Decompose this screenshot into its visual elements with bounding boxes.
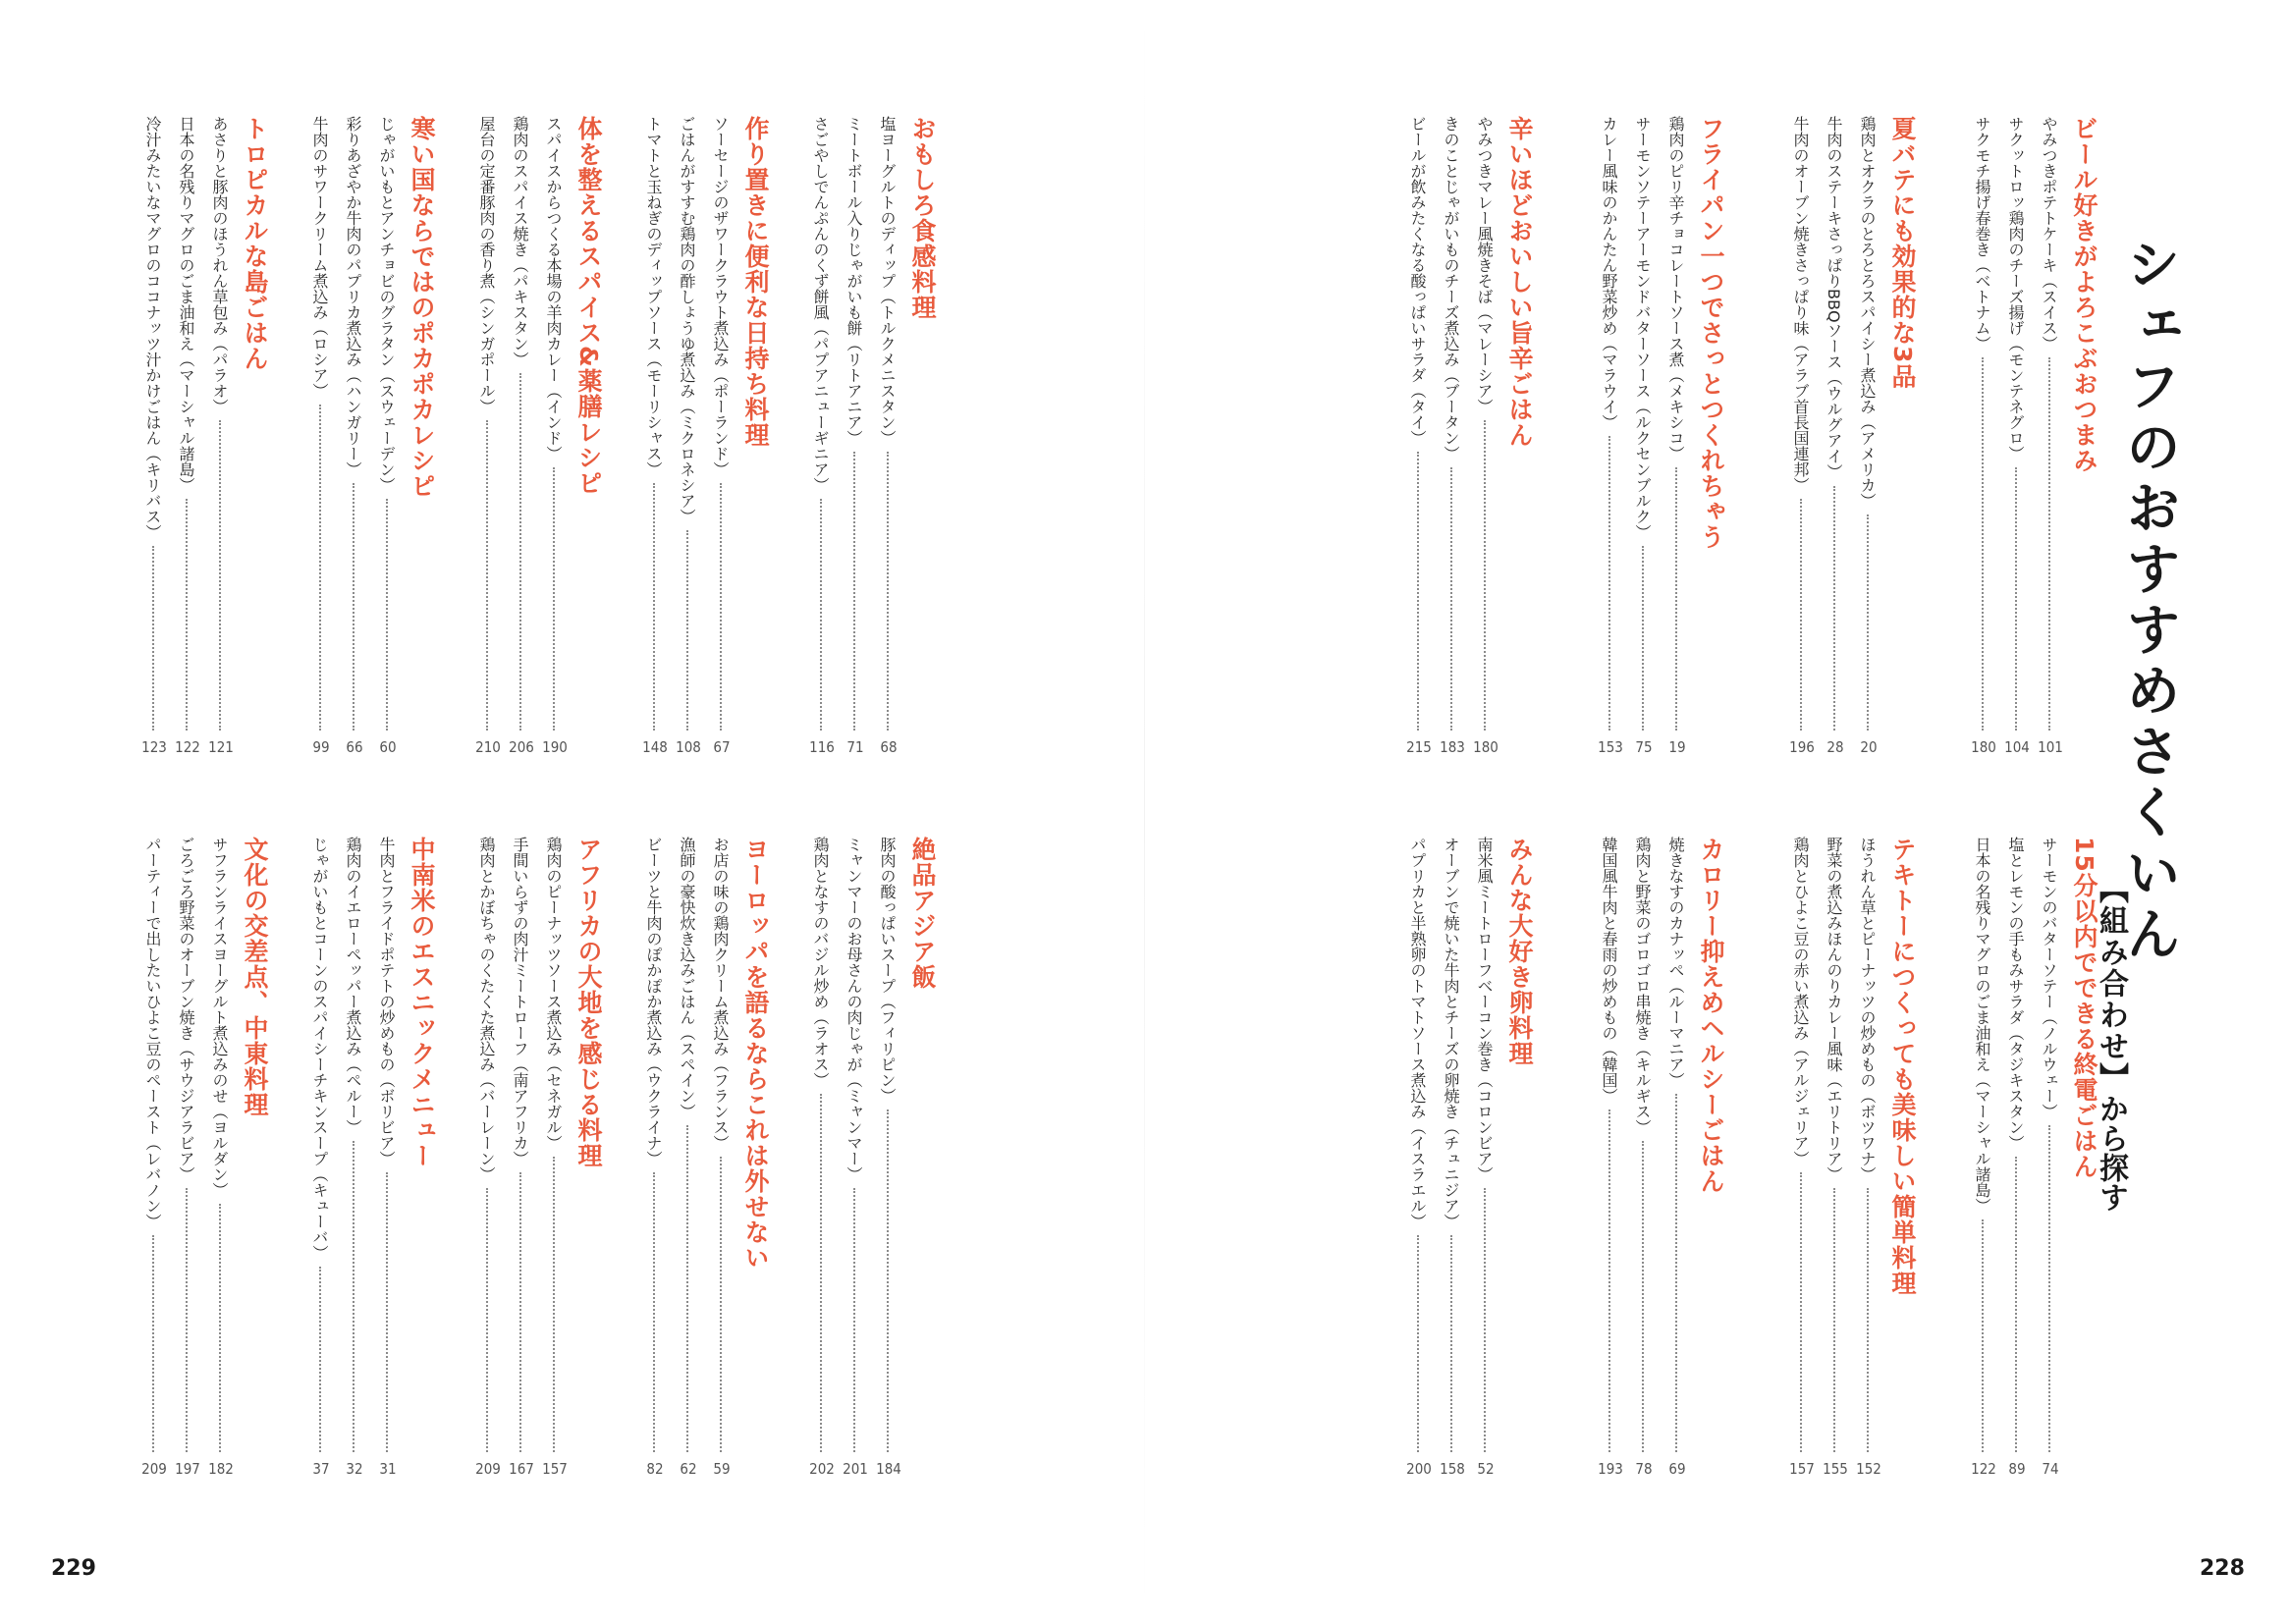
index-entry[interactable]	[640, 116, 670, 762]
index-entry[interactable]	[674, 837, 703, 1484]
entry-page-number: 193	[1598, 1460, 1623, 1478]
leader-dots	[1867, 514, 1869, 731]
entry-page-number: 28	[1826, 738, 1844, 756]
entry-page-number: 19	[1668, 738, 1686, 756]
entry-title: じゃがいもとコーンのスパイシーチキンスープ（キューバ）	[310, 837, 329, 1261]
entry-title: 牛肉のサワークリーム煮込み（ロシア）	[310, 116, 329, 399]
entry-title: やみつきポテトケーキ（スイス）	[2040, 116, 2058, 352]
leader-dots	[319, 1267, 321, 1452]
index-entry[interactable]	[173, 116, 202, 762]
entry-page-number: 202	[809, 1460, 835, 1478]
entry-title: 南米風ミートローフベーコン巻き（コロンビア）	[1475, 837, 1494, 1182]
leader-dots	[219, 420, 221, 731]
index-entry[interactable]	[707, 116, 736, 762]
leader-dots	[1800, 1172, 1802, 1452]
index-entry[interactable]	[306, 837, 336, 1484]
leader-dots	[386, 499, 388, 731]
index-entry[interactable]	[807, 837, 837, 1484]
entry-page-number: 148	[642, 738, 668, 756]
entry-page-number: 62	[680, 1460, 697, 1478]
index-entry[interactable]	[1629, 116, 1659, 762]
entry-page-number: 66	[346, 738, 363, 756]
page-number-left: 229	[51, 1556, 96, 1581]
entry-page-number: 37	[312, 1460, 330, 1478]
leader-dots	[720, 1157, 722, 1452]
entry-page-number: 183	[1440, 738, 1465, 756]
entry-title: 鶏肉とオクラのとろとろスパイシー煮込み（アメリカ）	[1858, 116, 1877, 509]
entry-title: 焼きなすのカナッペ（ルーマニア）	[1666, 837, 1685, 1088]
leader-dots	[720, 483, 722, 731]
entry-title: 鶏肉のピーナッツソース煮込み（セネガル）	[544, 837, 563, 1151]
leader-dots	[186, 499, 188, 731]
entry-title: ミートボール入りじゃがいも餅（リトアニア）	[845, 116, 863, 446]
index-entry[interactable]	[373, 837, 403, 1484]
entry-page-number: 108	[676, 738, 701, 756]
entry-page-number: 82	[646, 1460, 664, 1478]
index-entry[interactable]	[139, 116, 169, 762]
leader-dots	[553, 467, 555, 731]
leader-dots	[519, 373, 521, 731]
leader-dots	[2015, 1157, 2017, 1452]
entry-title: ソーセージのザワークラウト煮込み（ポーランド）	[711, 116, 730, 477]
entry-title: 韓国風牛肉と春雨の炒めもの（韓国）	[1600, 837, 1618, 1104]
index-entry[interactable]	[1662, 116, 1692, 762]
entry-title: サクモチ揚げ春巻き（ベトナム）	[1973, 116, 1991, 352]
entry-page-number: 60	[379, 738, 397, 756]
leader-dots	[1833, 486, 1835, 731]
index-entry[interactable]	[1854, 116, 1883, 762]
entry-page-number: 152	[1856, 1460, 1881, 1478]
entry-page-number: 155	[1823, 1460, 1848, 1478]
leader-dots	[1675, 467, 1677, 731]
leader-dots	[486, 420, 488, 731]
entry-title: パプリカと半熟卵のトマトソース煮込み（イスラエル）	[1408, 837, 1427, 1229]
leader-dots	[1675, 1094, 1677, 1452]
index-entry[interactable]	[1629, 837, 1659, 1484]
leader-dots	[186, 1188, 188, 1452]
entry-title: トマトと玉ねぎのディップソース（モーリシャス）	[644, 116, 663, 477]
entry-title: 屋台の定番豚肉の香り煮（シンガポール）	[477, 116, 496, 414]
index-entry[interactable]	[2002, 837, 2032, 1484]
index-entry[interactable]	[1438, 116, 1467, 762]
index-entry[interactable]	[874, 837, 903, 1484]
index-entry[interactable]	[1662, 837, 1692, 1484]
section-heading: 辛いほどおいしい旨辛ごはん	[1505, 116, 1534, 448]
entry-title: 牛肉とフライドポテトの炒めもの（ボリビア）	[377, 837, 396, 1166]
section-heading: 寒い国ならではのポカポカレシピ	[408, 116, 436, 499]
section-heading: ヨーロッパを語るならこれは外せない	[741, 837, 770, 1271]
section-heading: 中南米のエスニックメニュー	[408, 837, 436, 1168]
entry-page-number: 122	[175, 738, 200, 756]
leader-dots	[686, 530, 688, 731]
section-heading: フライパン一つでさっとつくれちゃう	[1697, 116, 1725, 550]
index-entry[interactable]	[841, 837, 870, 1484]
entry-page-number: 200	[1406, 1460, 1432, 1478]
entry-title: 鶏肉のピリ辛チョコレートソース煮（メキシコ）	[1666, 116, 1685, 461]
entry-title: オーブンで焼いた牛肉とチーズの卵焼き（チュニジア）	[1442, 837, 1460, 1229]
entry-title: ビールが飲みたくなる酸っぱいサラダ（タイ）	[1408, 116, 1427, 446]
section-heading: 作り置きに便利な日持ち料理	[741, 116, 770, 448]
index-entry[interactable]	[1596, 116, 1625, 762]
entry-title: 日本の名残りマグロのごま油和え（マーシャル諸島）	[177, 116, 195, 493]
section-heading: アフリカの大地を感じる料理	[574, 837, 603, 1168]
index-entry[interactable]	[640, 837, 670, 1484]
entry-title: あさりと豚肉のほうれん草包み（パラオ）	[210, 116, 229, 414]
leader-dots	[1800, 499, 1802, 731]
leader-dots	[653, 483, 655, 731]
entry-title: きのことじゃがいものチーズ煮込み（ブータン）	[1442, 116, 1460, 461]
entry-page-number: 32	[346, 1460, 363, 1478]
index-entry[interactable]	[1438, 837, 1467, 1484]
leader-dots	[1450, 1235, 1452, 1452]
entry-title: 鶏肉と野菜のゴロゴロ串焼き（キルギス）	[1633, 837, 1652, 1135]
entry-title: パーティーで出したいひよこ豆のペースト（レバノン）	[143, 837, 162, 1229]
index-entry[interactable]	[874, 116, 903, 762]
index-entry[interactable]	[2036, 837, 2065, 1484]
subtitle-bracket: 【組み合わせ】	[2094, 874, 2128, 1094]
leader-dots	[853, 452, 855, 731]
entry-page-number: 122	[1971, 1460, 1996, 1478]
index-entry[interactable]	[1854, 837, 1883, 1484]
entry-page-number: 121	[208, 738, 234, 756]
leader-dots	[1417, 1235, 1419, 1452]
entry-page-number: 116	[809, 738, 835, 756]
leader-dots	[353, 1141, 354, 1452]
entry-page-number: 67	[713, 738, 731, 756]
leader-dots	[486, 1188, 488, 1452]
subtitle-rest: から探す	[2094, 1094, 2128, 1212]
index-entry[interactable]	[1969, 837, 1998, 1484]
entry-title: ほうれん草とピーナッツの炒めもの（ボツワナ）	[1858, 837, 1877, 1182]
leader-dots	[887, 452, 889, 731]
index-entry[interactable]	[507, 837, 536, 1484]
leader-dots	[553, 1157, 555, 1452]
index-entry[interactable]	[1471, 837, 1500, 1484]
index-entry[interactable]	[473, 837, 503, 1484]
index-title: シェフのおすすめさくいん	[2117, 236, 2181, 966]
section-heading: 文化の交差点、中東料理	[241, 837, 269, 1117]
entry-title: 鶏肉のスパイス焼き（パキスタン）	[511, 116, 529, 367]
entry-title: スパイスからつくる本場の羊肉カレー（インド）	[544, 116, 563, 461]
leader-dots	[1608, 436, 1610, 731]
section-heading: トロピカルな島ごはん	[241, 116, 269, 371]
entry-title: カレー風味のかんたん野菜炒め（マラウイ）	[1600, 116, 1618, 430]
entry-page-number: 74	[2042, 1460, 2059, 1478]
section-heading: みんな大好き卵料理	[1505, 837, 1534, 1066]
leader-dots	[219, 1204, 221, 1452]
leader-dots	[386, 1172, 388, 1452]
entry-title: ミャンマーのお母さんの肉じゃが（ミャンマー）	[845, 837, 863, 1182]
index-entry[interactable]	[540, 837, 570, 1484]
index-entry[interactable]	[206, 837, 236, 1484]
index-entry[interactable]	[473, 116, 503, 762]
entry-page-number: 104	[2004, 738, 2030, 756]
index-entry[interactable]	[707, 837, 736, 1484]
leader-dots	[519, 1172, 521, 1452]
section-heading: おもしろ食感料理	[908, 116, 937, 320]
leader-dots	[1833, 1188, 1835, 1452]
entry-title: 塩とレモンの手もみサラダ（タジキスタン）	[2006, 837, 2025, 1151]
index-entry[interactable]	[674, 116, 703, 762]
entry-page-number: 190	[542, 738, 568, 756]
entry-title: ごはんがすすむ鶏肉の酢しょうゆ煮込み（ミクロネシア）	[678, 116, 696, 524]
entry-title: 牛肉のオーブン焼きさっぱり味（アラブ首長国連邦）	[1791, 116, 1810, 493]
section-heading: 夏バテにも効果的な3品	[1888, 116, 1917, 390]
leader-dots	[2048, 1125, 2050, 1452]
entry-title: サーモンのバターソテー（ノルウェー）	[2040, 837, 2058, 1119]
entry-title: ビーツと牛肉のぽかぽか煮込み（ウクライナ）	[644, 837, 663, 1166]
entry-page-number: 206	[509, 738, 534, 756]
leader-dots	[2048, 357, 2050, 731]
entry-page-number: 101	[2038, 738, 2063, 756]
entry-page-number: 89	[2008, 1460, 2026, 1478]
leader-dots	[1417, 452, 1419, 731]
leader-dots	[853, 1188, 855, 1452]
entry-page-number: 158	[1440, 1460, 1465, 1478]
entry-title: 豚肉の酸っぱいスープ（フィリピン）	[878, 837, 897, 1104]
entry-page-number: 197	[175, 1460, 200, 1478]
entry-page-number: 153	[1598, 738, 1623, 756]
entry-page-number: 209	[141, 1460, 167, 1478]
index-entry[interactable]	[1404, 837, 1434, 1484]
leader-dots	[353, 483, 354, 731]
leader-dots	[1608, 1110, 1610, 1452]
index-entry[interactable]	[1787, 837, 1817, 1484]
index-entry[interactable]	[1821, 116, 1850, 762]
index-entry[interactable]	[1969, 116, 1998, 762]
entry-page-number: 184	[876, 1460, 901, 1478]
entry-title: サフランライスヨーグルト煮込みのせ（ヨルダン）	[210, 837, 229, 1198]
leader-dots	[1642, 546, 1644, 731]
entry-title: 漁師の豪快炊き込みごはん（スペイン）	[678, 837, 696, 1119]
leader-dots	[319, 405, 321, 731]
leader-dots	[1982, 357, 1984, 731]
index-entry[interactable]	[373, 116, 403, 762]
entry-page-number: 182	[208, 1460, 234, 1478]
entry-title: サーモンソテーアーモンドバターソース（ルクセンブルク）	[1633, 116, 1652, 540]
leader-dots	[1642, 1141, 1644, 1452]
entry-title: お店の味の鶏肉クリーム煮込み（フランス）	[711, 837, 730, 1151]
entry-page-number: 167	[509, 1460, 534, 1478]
leader-dots	[1484, 420, 1486, 731]
leader-dots	[820, 1094, 822, 1452]
leader-dots	[1982, 1219, 1984, 1452]
index-entry[interactable]	[139, 837, 169, 1484]
entry-title: サクットロッ鶏肉のチーズ揚げ（モンテネグロ）	[2006, 116, 2025, 461]
entry-title: 牛肉のステーキさっぱりBBQソース（ウルグアイ）	[1825, 116, 1843, 480]
entry-title: 彩りあざやか牛肉のパプリカ煮込み（ハンガリー）	[344, 116, 362, 477]
index-entry[interactable]	[540, 116, 570, 762]
entry-title: やみつきマレー風焼きそば（マレーシア）	[1475, 116, 1494, 414]
leader-dots	[686, 1125, 688, 1452]
leader-dots	[1867, 1188, 1869, 1452]
index-entry[interactable]	[206, 116, 236, 762]
entry-title: 鶏肉のイエローペッパー煮込み（ペルー）	[344, 837, 362, 1135]
section-heading: 絶品アジア飯	[908, 837, 937, 990]
entry-page-number: 20	[1860, 738, 1878, 756]
index-entry[interactable]	[507, 116, 536, 762]
leader-dots	[1450, 467, 1452, 731]
leader-dots	[820, 499, 822, 731]
index-subtitle	[2094, 874, 2128, 1212]
index-entry[interactable]	[1821, 837, 1850, 1484]
entry-page-number: 209	[475, 1460, 501, 1478]
index-entry[interactable]	[340, 116, 369, 762]
entry-page-number: 78	[1635, 1460, 1653, 1478]
index-entry[interactable]	[1471, 116, 1500, 762]
entry-page-number: 180	[1473, 738, 1499, 756]
entry-page-number: 201	[843, 1460, 868, 1478]
entry-page-number: 69	[1668, 1460, 1686, 1478]
index-entry[interactable]	[306, 116, 336, 762]
index-entry[interactable]	[841, 116, 870, 762]
index-entry[interactable]	[173, 837, 202, 1484]
entry-title: じゃがいもとアンチョビのグラタン（スウェーデン）	[377, 116, 396, 493]
leader-dots	[2015, 467, 2017, 731]
entry-page-number: 215	[1406, 738, 1432, 756]
entry-title: さごやしでんぷんのくず餅風（パプアニューギニア）	[811, 116, 830, 493]
section-heading: ビール好きがよろこぶおつまみ	[2070, 116, 2098, 473]
entry-page-number: 196	[1789, 738, 1815, 756]
index-entry[interactable]	[1596, 837, 1625, 1484]
leader-dots	[1484, 1188, 1486, 1452]
entry-page-number: 180	[1971, 738, 1996, 756]
index-entry[interactable]	[2002, 116, 2032, 762]
entry-page-number: 123	[141, 738, 167, 756]
index-entry[interactable]	[807, 116, 837, 762]
entry-page-number: 157	[542, 1460, 568, 1478]
entry-title: 冷汁みたいなマグロのココナッツ汁かけごはん（キリバス）	[143, 116, 162, 540]
index-entry[interactable]	[340, 837, 369, 1484]
entry-title: 手間いらずの肉汁ミートローフ（南アフリカ）	[511, 837, 529, 1166]
entry-page-number: 157	[1789, 1460, 1815, 1478]
leader-dots	[152, 1235, 154, 1452]
page-gutter	[1144, 0, 1145, 1624]
entry-page-number: 52	[1477, 1460, 1495, 1478]
entry-title: 鶏肉とひよこ豆の赤い煮込み（アルジェリア）	[1791, 837, 1810, 1166]
leader-dots	[887, 1110, 889, 1452]
leader-dots	[653, 1172, 655, 1452]
entry-page-number: 99	[312, 738, 330, 756]
leader-dots	[152, 546, 154, 731]
entry-title: 鶏肉とかぼちゃのくたくた煮込み（バーレーン）	[477, 837, 496, 1182]
section-heading: テキトーにつくっても美味しい簡単料理	[1888, 837, 1917, 1296]
section-heading: カロリー抑えめヘルシーごはん	[1697, 837, 1725, 1194]
entry-title: 鶏肉となすのバジル炒め（ラオス）	[811, 837, 830, 1088]
index-entry[interactable]	[2036, 116, 2065, 762]
entry-title: 日本の名残りマグロのごま油和え（マーシャル諸島）	[1973, 837, 1991, 1214]
section-heading: 15分以内でできる終電ごはん	[2070, 837, 2098, 1179]
page-number-right: 228	[2200, 1556, 2245, 1581]
index-entry[interactable]	[1787, 116, 1817, 762]
entry-page-number: 31	[379, 1460, 397, 1478]
entry-page-number: 210	[475, 738, 501, 756]
entry-title: 野菜の煮込みほんのりカレー風味（エリトリア）	[1825, 837, 1843, 1182]
section-heading: 体を整えるスパイス&薬膳レシピ	[574, 116, 603, 496]
entry-page-number: 75	[1635, 738, 1653, 756]
entry-page-number: 59	[713, 1460, 731, 1478]
entry-title: ごろごろ野菜のオーブン焼き（サウジアラビア）	[177, 837, 195, 1182]
entry-title: 塩ヨーグルトのディップ（トルクメニスタン）	[878, 116, 897, 446]
entry-page-number: 68	[880, 738, 898, 756]
index-entry[interactable]	[1404, 116, 1434, 762]
entry-page-number: 71	[846, 738, 864, 756]
